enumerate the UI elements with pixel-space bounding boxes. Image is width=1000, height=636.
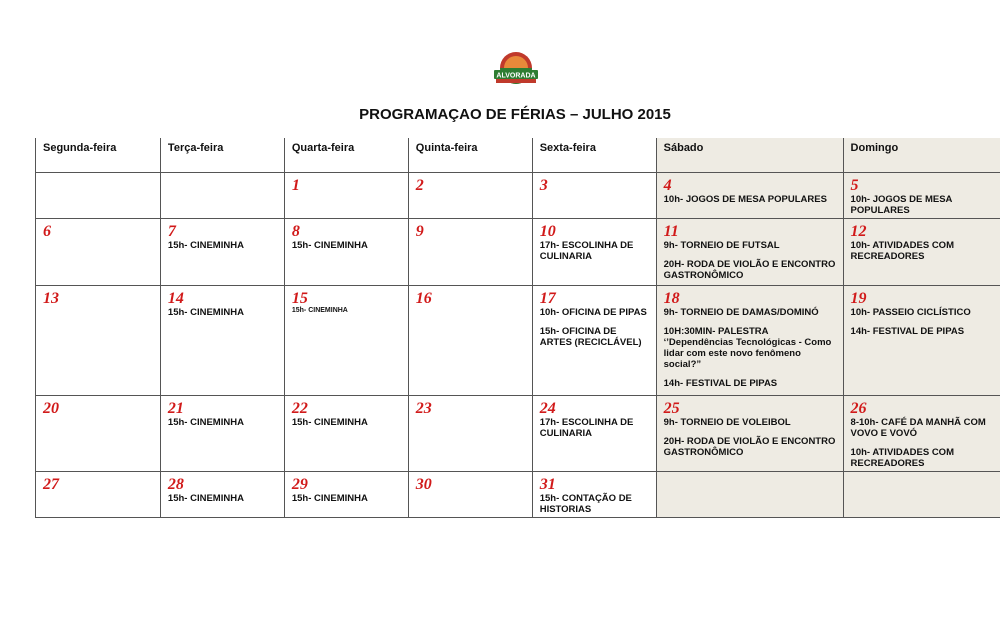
weekday-header: Quarta-feira bbox=[284, 138, 408, 173]
day-cell bbox=[284, 472, 408, 518]
event-item: 15h- CONTAÇÃO DE HISTORIAS bbox=[539, 493, 632, 515]
weekday-header: Sábado bbox=[656, 138, 843, 173]
day-number: 13 bbox=[43, 290, 59, 307]
day-cell bbox=[843, 219, 1000, 286]
day-cell bbox=[843, 286, 1000, 396]
day-cell bbox=[656, 472, 843, 518]
day-number: 7 bbox=[167, 223, 176, 240]
day-number: 30 bbox=[415, 476, 432, 493]
event-item: 15h- CINEMINHA bbox=[167, 307, 244, 318]
day-number: 5 bbox=[850, 177, 859, 194]
event-item: 10H:30MIN- PALESTRA ‘’Dependências Tecnológicas - Como lidar com este novo fenômeno social?” bbox=[663, 326, 832, 370]
day-cell bbox=[656, 173, 843, 219]
day-number: 4 bbox=[663, 177, 672, 194]
page-title: PROGRAMAÇAO DE FÉRIAS – JULHO 2015 bbox=[359, 106, 671, 123]
event-item: 10h- ATIVIDADES COM RECREADORES bbox=[850, 447, 954, 469]
event-item: 20H- RODA DE VIOLÃO E ENCONTRO GASTRONÔMICO bbox=[663, 436, 836, 458]
day-number: 17 bbox=[539, 290, 556, 307]
event-item: 9h- TORNEIO DE VOLEIBOL bbox=[663, 417, 791, 428]
weekday-header: Domingo bbox=[843, 138, 1000, 173]
day-number: 18 bbox=[663, 290, 680, 307]
week-row bbox=[36, 396, 1000, 472]
day-cell bbox=[532, 472, 656, 518]
day-number: 14 bbox=[167, 290, 184, 307]
event-item: 15h- CINEMINHA bbox=[167, 493, 244, 504]
day-number: 11 bbox=[663, 223, 679, 240]
day-number: 6 bbox=[43, 223, 51, 240]
day-number: 15 bbox=[291, 290, 308, 307]
event-item: 15h- CINEMINHA bbox=[167, 417, 244, 428]
event-item: 15h- CINEMINHA bbox=[291, 240, 368, 251]
day-cell bbox=[656, 286, 843, 396]
day-cell bbox=[408, 472, 532, 518]
day-cell bbox=[36, 396, 161, 472]
day-cell bbox=[36, 219, 161, 286]
day-cell bbox=[36, 286, 161, 396]
day-cell bbox=[284, 286, 408, 396]
day-number: 1 bbox=[291, 177, 300, 194]
event-item: 9h- TORNEIO DE FUTSAL bbox=[663, 240, 780, 251]
weekday-header: Quinta-feira bbox=[408, 138, 532, 173]
day-cell bbox=[532, 396, 656, 472]
event-item: 14h- FESTIVAL DE PIPAS bbox=[850, 326, 965, 337]
day-cell bbox=[284, 396, 408, 472]
event-item: 10h- ATIVIDADES COM RECREADORES bbox=[850, 240, 954, 262]
event-item: 10h- OFICINA DE PIPAS bbox=[539, 307, 647, 318]
calendar-table bbox=[35, 138, 1000, 518]
day-cell bbox=[532, 173, 656, 219]
day-number: 20 bbox=[43, 400, 59, 417]
day-cell bbox=[408, 173, 532, 219]
day-number: 24 bbox=[539, 400, 556, 417]
day-cell bbox=[160, 173, 284, 219]
day-number: 29 bbox=[291, 476, 308, 493]
day-number: 10 bbox=[539, 223, 556, 240]
day-cell bbox=[656, 396, 843, 472]
alvorada-logo bbox=[490, 50, 542, 90]
event-item: 17h- ESCOLINHA DE CULINARIA bbox=[539, 417, 634, 439]
event-item: 17h- ESCOLINHA DE CULINARIA bbox=[539, 240, 634, 262]
event-item: 8-10h- CAFÉ DA MANHÃ COM VOVO E VOVÓ bbox=[850, 417, 986, 439]
event-item: 15h- CINEMINHA bbox=[291, 307, 348, 314]
day-cell bbox=[160, 286, 284, 396]
day-number: 8 bbox=[291, 223, 300, 240]
weekday-header: Segunda-feira bbox=[36, 138, 161, 173]
event-item: 10h- PASSEIO CICLÍSTICO bbox=[850, 307, 971, 318]
weekday-header: Terça-feira bbox=[160, 138, 284, 173]
day-number: 23 bbox=[415, 400, 432, 417]
day-cell bbox=[408, 219, 532, 286]
day-cell bbox=[36, 173, 161, 219]
day-number: 22 bbox=[291, 400, 308, 417]
day-cell bbox=[284, 173, 408, 219]
day-number: 3 bbox=[539, 177, 548, 194]
event-item: 20H- RODA DE VIOLÃO E ENCONTRO GASTRONÔMICO bbox=[663, 259, 836, 281]
week-row bbox=[36, 219, 1000, 286]
day-cell bbox=[408, 396, 532, 472]
day-number: 16 bbox=[415, 290, 432, 307]
day-number: 19 bbox=[850, 290, 867, 307]
event-item: 9h- TORNEIO DE DAMAS/DOMINÓ bbox=[663, 307, 819, 318]
day-cell bbox=[284, 219, 408, 286]
logo-text: ALVORADA bbox=[496, 72, 536, 80]
weekday-header: Sexta-feira bbox=[532, 138, 656, 173]
day-cell bbox=[36, 472, 161, 518]
day-cell bbox=[843, 472, 1000, 518]
event-item: 14h- FESTIVAL DE PIPAS bbox=[663, 378, 778, 389]
event-item: 15h- CINEMINHA bbox=[291, 493, 368, 504]
day-number: 2 bbox=[415, 177, 424, 194]
day-cell bbox=[160, 396, 284, 472]
day-number: 27 bbox=[43, 476, 59, 493]
day-number: 26 bbox=[850, 400, 867, 417]
event-item: 10h- JOGOS DE MESA POPULARES bbox=[850, 194, 953, 216]
day-cell bbox=[532, 219, 656, 286]
day-cell bbox=[160, 472, 284, 518]
day-number: 28 bbox=[167, 476, 184, 493]
day-cell bbox=[843, 173, 1000, 219]
day-number: 21 bbox=[167, 400, 184, 417]
event-item: 15h- CINEMINHA bbox=[291, 417, 368, 428]
weekday-header-row bbox=[36, 138, 1000, 173]
day-number: 12 bbox=[850, 223, 867, 240]
event-item: 10h- JOGOS DE MESA POPULARES bbox=[663, 194, 827, 205]
week-row bbox=[36, 173, 1000, 219]
day-number: 25 bbox=[663, 400, 680, 417]
day-number: 9 bbox=[415, 223, 424, 240]
day-number: 31 bbox=[539, 476, 556, 493]
week-row bbox=[36, 472, 1000, 518]
event-item: 15h- CINEMINHA bbox=[167, 240, 244, 251]
day-cell bbox=[160, 219, 284, 286]
day-cell bbox=[656, 219, 843, 286]
week-row bbox=[36, 286, 1000, 396]
day-cell bbox=[408, 286, 532, 396]
event-item: 15h- OFICINA DE ARTES (RECICLÁVEL) bbox=[539, 326, 642, 348]
day-cell bbox=[532, 286, 656, 396]
day-cell bbox=[843, 396, 1000, 472]
